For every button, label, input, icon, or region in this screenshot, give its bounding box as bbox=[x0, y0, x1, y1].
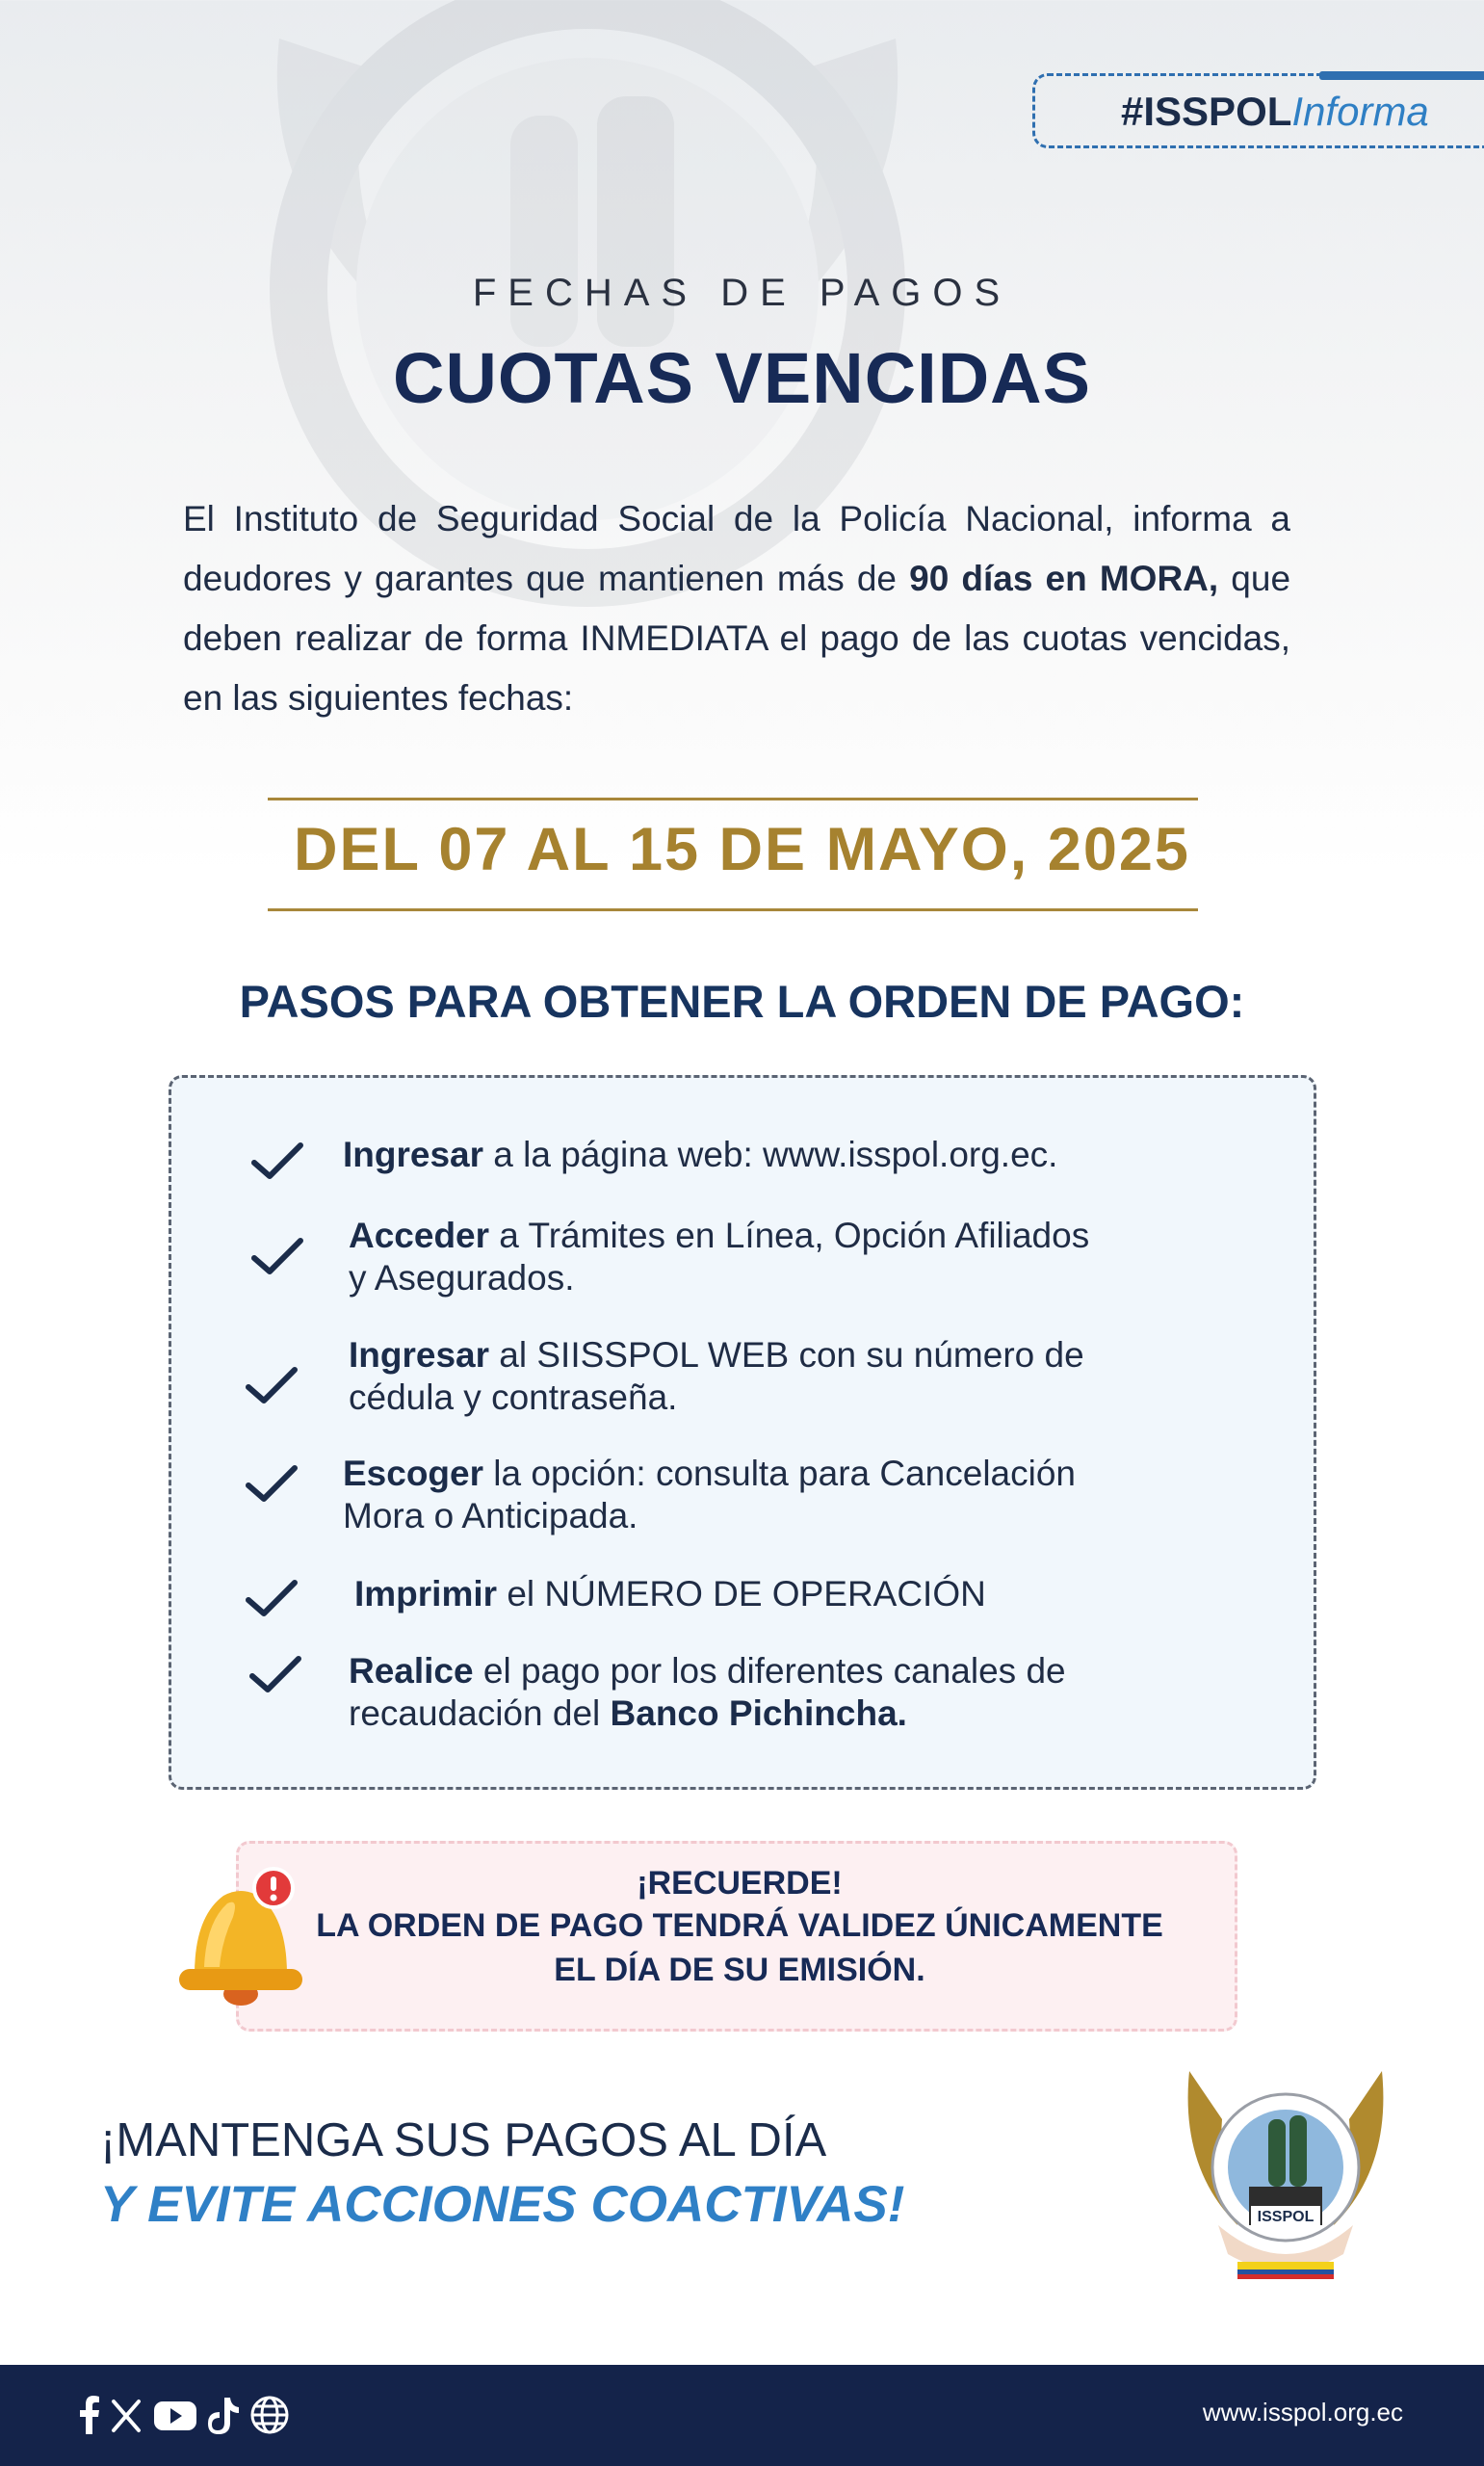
step-5-line1: el NÚMERO DE OPERACIÓN bbox=[497, 1574, 986, 1613]
step-2-text bbox=[349, 1215, 1196, 1299]
intro-paragraph bbox=[183, 489, 1290, 728]
date-range: DEL 07 AL 15 DE MAYO, 2025 bbox=[294, 816, 1190, 883]
youtube-icon[interactable] bbox=[152, 2394, 198, 2436]
hashtag-bold: #ISSPOL bbox=[1121, 89, 1292, 134]
step-3-line1: al SIISSPOL WEB con su número de bbox=[489, 1335, 1084, 1375]
intro-bold: 90 días en MORA, bbox=[909, 559, 1219, 598]
cta-line-2: Y EVITE ACCIONES COACTIVAS! bbox=[100, 2176, 905, 2233]
hashtag-accent-bar bbox=[1319, 71, 1484, 80]
step-4-verb: Escoger bbox=[343, 1454, 484, 1493]
isspol-logo bbox=[1180, 2061, 1392, 2293]
step-3-line2: cédula y contraseña. bbox=[349, 1377, 678, 1417]
check-icon bbox=[243, 1364, 300, 1406]
step-6-bank: Banco Pichincha. bbox=[610, 1693, 907, 1733]
globe-icon[interactable] bbox=[248, 2394, 291, 2436]
intro-text-1: El Instituto de Seguridad Social de la Policía Nacional, informa a deudores y garantes que mantienen más de bbox=[183, 499, 1290, 598]
footer-bar bbox=[0, 2365, 1484, 2466]
bell-icon bbox=[166, 1859, 320, 2013]
intro-text-2: que deben realizar de forma INMEDIATA el pago de las cuotas vencidas, en las siguientes fechas: bbox=[183, 559, 1291, 718]
step-2-verb: Acceder bbox=[349, 1216, 490, 1255]
reminder-line-2: LA ORDEN DE PAGO TENDRÁ VALIDEZ ÚNICAMENTE bbox=[316, 1907, 1163, 1944]
check-icon bbox=[247, 1653, 304, 1695]
step-6-line2: recaudación del bbox=[349, 1693, 611, 1733]
step-6-verb: Realice bbox=[349, 1651, 474, 1691]
facebook-icon[interactable] bbox=[77, 2394, 102, 2436]
check-icon bbox=[243, 1577, 300, 1619]
step-4-line1: la opción: consulta para Cancelación bbox=[483, 1454, 1077, 1493]
cta-line-1: ¡MANTENGA SUS PAGOS AL DÍA bbox=[100, 2114, 827, 2166]
step-4-line2: Mora o Anticipada. bbox=[343, 1496, 638, 1535]
steps-heading: PASOS PARA OBTENER LA ORDEN DE PAGO: bbox=[239, 976, 1245, 1027]
check-icon bbox=[248, 1235, 306, 1277]
page-kicker: FECHAS DE PAGOS bbox=[472, 272, 1012, 314]
step-1-line1: a la página web: www.isspol.org.ec. bbox=[483, 1135, 1058, 1174]
reminder-box bbox=[236, 1841, 1237, 2032]
steps-box bbox=[169, 1075, 1316, 1790]
page-title: CUOTAS VENCIDAS bbox=[393, 338, 1091, 418]
check-icon bbox=[243, 1462, 300, 1505]
hashtag-italic: Informa bbox=[1291, 89, 1429, 134]
logo-text: ISSPOL bbox=[1257, 2209, 1315, 2225]
step-4-text bbox=[343, 1453, 1190, 1537]
step-2-line1: a Trámites en Línea, Opción Afiliados bbox=[489, 1216, 1090, 1255]
step-3-text bbox=[349, 1334, 1196, 1419]
footer-website-link[interactable]: www.isspol.org.ec bbox=[1202, 2398, 1403, 2427]
reminder-title: ¡RECUERDE! bbox=[637, 1865, 843, 1902]
check-icon bbox=[248, 1140, 306, 1182]
step-3-verb: Ingresar bbox=[349, 1335, 490, 1375]
reminder-line-3: EL DÍA DE SU EMISIÓN. bbox=[554, 1952, 925, 1988]
x-icon[interactable] bbox=[110, 2394, 143, 2436]
hashtag-text bbox=[1121, 89, 1429, 135]
tiktok-icon[interactable] bbox=[208, 2394, 241, 2436]
step-1-text bbox=[343, 1134, 1190, 1176]
date-top-rule bbox=[268, 798, 1198, 800]
step-5-verb: Imprimir bbox=[354, 1574, 498, 1613]
step-6-text bbox=[349, 1650, 1196, 1735]
step-1-verb: Ingresar bbox=[343, 1135, 484, 1174]
step-2-line2: y Asegurados. bbox=[349, 1258, 575, 1298]
step-5-text bbox=[354, 1573, 1202, 1615]
date-bottom-rule bbox=[268, 908, 1198, 911]
step-6-line1: el pago por los diferentes canales de bbox=[473, 1651, 1066, 1691]
